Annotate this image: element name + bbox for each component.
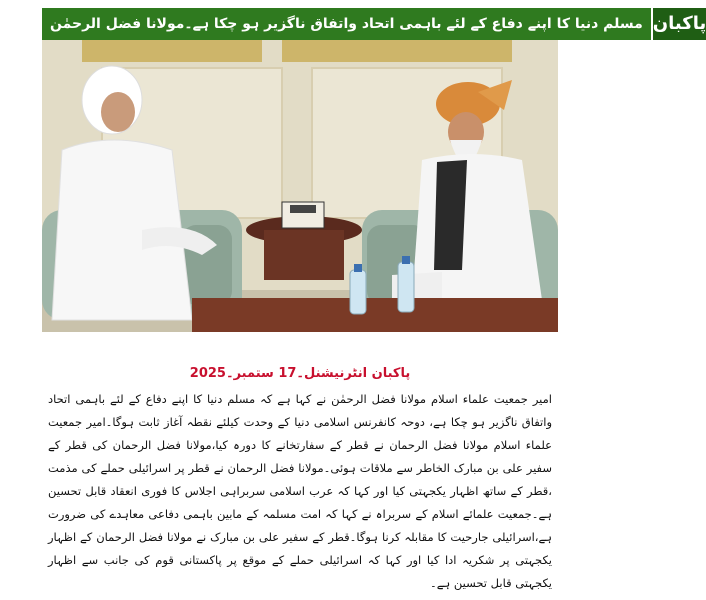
gold-frame-left <box>82 40 262 62</box>
article-body: امیر جمعیت علماء اسلام مولانا فضل الرحمٰن نے کہا ہے کہ مسلم دنیا کا اپنے دفاع کے لئے باہمی اتحاد واتفاق ناگزیر ہو چکا ہے، دوحہ کانفرنس اسلامی دنیا کے وحدت کیلئے نقطہ آغاز ثابت ہوگا۔امیر جمعیت علماء اسلام مولانا فضل الرحمان نے قطر کے سفارتخانے کا دورہ کیا،مولانا فضل الرحمان کی قطر کے سفیر علی بن مبارک الخاطر سے ملاقات ہوئی۔مولانا فضل الرحمان نے قطر پر اسرائیلی حملے کی مذمت ،قطر کے ساتھ اظہار یکجہتی کیا اور کہا کہ عرب اسلامی سربراہی اجلاس کا فوری انعقاد قابل تحسین ہے۔جمعیت علمائے اسلام کے سربراہ نے کہا کہ امت مسلمہ کے مابین باہمی دفاعی معاہدے کی ضرورت ہے،اسرائیلی جارحیت کا مقابلہ کرنا ہوگا۔قطر کے سفیر علی بن مبارک نے مولانا فضل الرحمان کے اظہار یکجہتی پر شکریہ ادا کیا اور کہا کہ اسرائیلی حملے کے موقع پر پاکستانی قوم کی جانب سے اظہار یکجہتی قابل تحسین ہے۔ <box>48 392 552 590</box>
water-bottle-left <box>350 270 366 314</box>
headline: مسلم دنیا کا اپنے دفاع کے لئے باہمی اتحاد واتفاق ناگزیر ہو چکا ہے۔مولانا فضل الرحمٰن <box>42 8 651 40</box>
brand-logo[interactable]: پاکبان <box>651 8 706 40</box>
foreground-table <box>192 298 558 332</box>
water-bottle-right-cap <box>402 256 410 264</box>
article-photo <box>42 40 558 332</box>
article-header <box>42 8 706 40</box>
left-person-face <box>101 92 135 132</box>
dateline: پاکبان انٹرنیشنل۔17 ستمبر۔2025 <box>189 366 411 381</box>
right-person-waistcoat <box>434 160 467 270</box>
water-bottle-right <box>398 262 414 312</box>
water-bottle-left-cap <box>354 264 362 272</box>
meeting-photo-illustration <box>42 40 558 332</box>
tissue-box-pattern <box>290 205 316 213</box>
side-table-body <box>264 230 344 280</box>
gold-frame-right <box>282 40 512 62</box>
